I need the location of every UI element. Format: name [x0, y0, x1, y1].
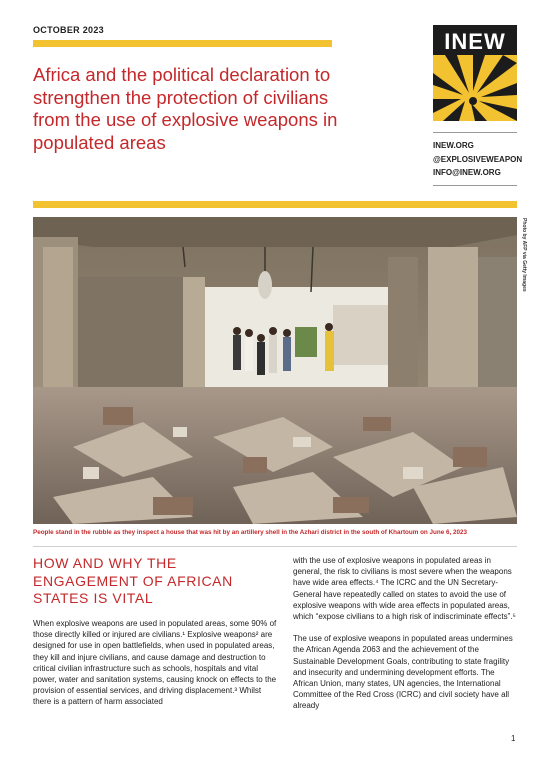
rubble-photo: [33, 217, 517, 524]
report-date: OCTOBER 2023: [33, 25, 104, 35]
body-column-right: [293, 555, 517, 712]
contact-divider-bottom: [433, 185, 517, 186]
photo-illustration: [33, 217, 517, 524]
body-paragraph: The use of explosive weapons in populated areas undermines the African Agenda 2063 and the achievement of the Sustainable Development Goals, contributing to state fragility and insecurity and undermining development efforts. The African Union, many states, UN agencies, the International Committee of the Red Cross (ICRC) and civil society have all already: [293, 634, 513, 711]
section-heading: HOW AND WHY THE ENGAGEMENT OF AFRICAN STATES IS VITAL: [33, 555, 233, 606]
logo-text: INEW: [444, 29, 506, 54]
explosion-burst-icon: [433, 55, 517, 121]
body-paragraph: with the use of explosive weapons in populated areas in general, the risk to civilians is most severe when the weapons have wide area effects.⁴ The ICRC and the UN Secretary-General have repeatedly called on states to avoid the use of explosive weapons with wide area effects in populated areas, which “expose civilians to a high risk of indiscriminate effects”.⁵: [293, 556, 516, 622]
top-accent-bar: [33, 40, 332, 47]
contact-block: [433, 139, 522, 180]
email-link[interactable]: INFO@INEW.ORG: [433, 168, 501, 177]
body-column-left: [33, 618, 279, 708]
page-title: Africa and the political declaration to strengthen the protection of civilians from the use of explosive weapons in populated areas: [33, 64, 338, 153]
photo-credit: Photo by AFP via Getty Images: [521, 218, 527, 292]
inew-logo: [433, 25, 517, 121]
body-paragraph: When explosive weapons are used in populated areas, some 90% of those directly killed or injured are civilians.¹ Explosive weapons² are designed for use in open battlefields, when used in populated areas, they kill and injure civilians, and cause damage and destruction to critical civilian infrastructure such as schools, hospitals and vital power, water and sanitation systems, causing knock on effects to the provision of essential services, and driving displacement.³ Whilst there is a pattern of harm associated: [33, 619, 277, 707]
photo-caption: People stand in the rubble as they inspect a house that was hit by an artillery shell in the Azhari district in the south of Khartoum on June 6, 2023: [33, 529, 467, 536]
page-number: 1: [511, 734, 516, 743]
website-link[interactable]: INEW.ORG: [433, 141, 474, 150]
caption-divider: [33, 546, 517, 547]
contact-divider-top: [433, 132, 517, 133]
social-handle-link[interactable]: @EXPLOSIVEWEAPON: [433, 154, 523, 164]
middle-accent-bar: [33, 201, 517, 208]
